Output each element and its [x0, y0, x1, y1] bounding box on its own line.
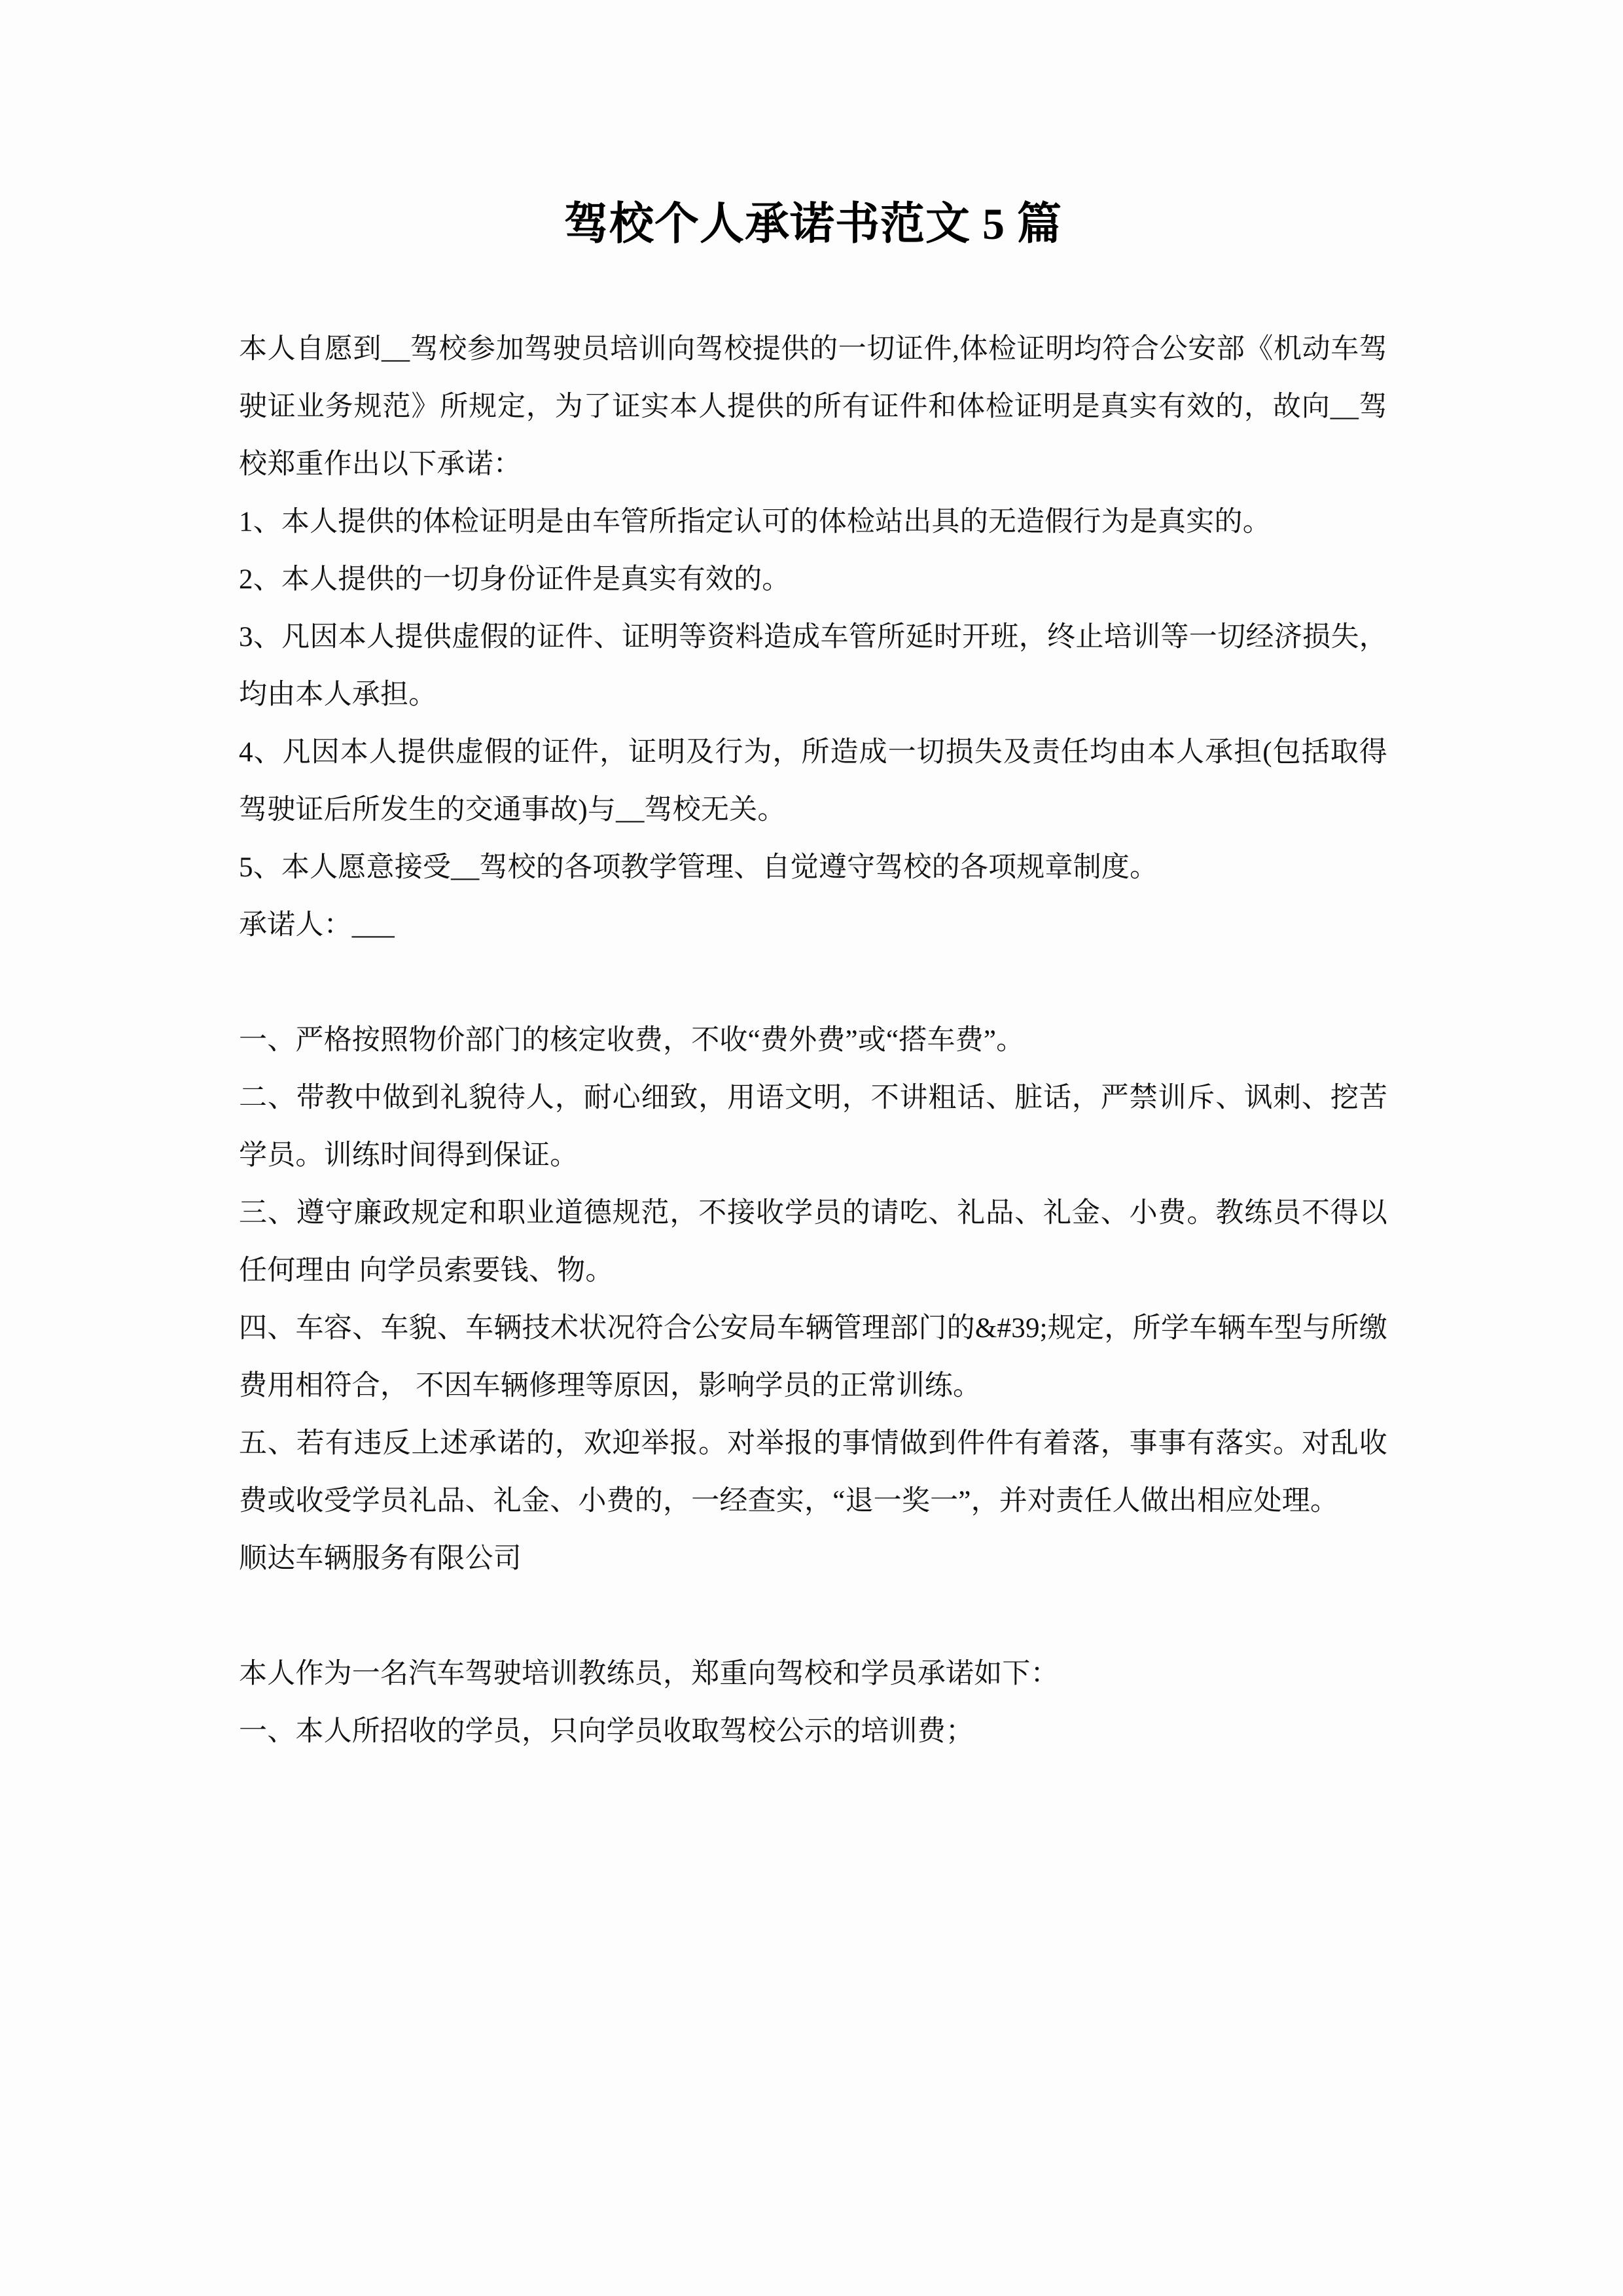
student-pledge-item-5: 5、本人愿意接受__驾校的各项教学管理、自觉遵守驾校的各项规章制度。 [239, 852, 1158, 883]
company-pledge-item-1: 一、严格按照物价部门的核定收费，不收“费外费”或“搭车费”。 [239, 1025, 1025, 1056]
company-pledge-item-2: 二、带教中做到礼貌待人，耐心细致，用语文明，不讲粗话、脏话，严禁训斥、讽刺、挖苦学员。训练时间得到保证。 [239, 1083, 1387, 1171]
company-name: 顺达车辆服务有限公司 [239, 1543, 522, 1574]
coach-pledge-intro: 本人作为一名汽车驾驶培训教练员，郑重向驾校和学员承诺如下： [239, 1659, 1059, 1689]
student-pledge-item-3: 3、凡因本人提供虚假的证件、证明等资料造成车管所延时开班，终止培训等一切经济损失，均由本人承担。 [239, 622, 1387, 710]
document-body [239, 321, 1387, 1761]
section-coach-pledge [239, 1645, 1387, 1761]
company-pledge-item-3: 三、遵守廉政规定和职业道德规范，不接收学员的请吃、礼品、礼金、小费。教练员不得以任何理由 向学员索要钱、物。 [239, 1198, 1387, 1286]
section-gap-2 [239, 1588, 1387, 1645]
company-pledge-item-5: 五、若有违反上述承诺的，欢迎举报。对举报的事情做到件件有着落，事事有落实。对乱收费或收受学员礼品、礼金、小费的，一经查实，“退一奖一”，并对责任人做出相应处理。 [239, 1428, 1387, 1516]
student-pledge-item-1: 1、本人提供的体检证明是由车管所指定认可的体检站出具的无造假行为是真实的。 [239, 507, 1271, 537]
document-content [239, 0, 1387, 1761]
coach-pledge-item-1: 一、本人所招收的学员，只向学员收取驾校公示的培训费； [239, 1716, 974, 1747]
student-pledge-intro: 本人自愿到__驾校参加驾驶员培训向驾校提供的一切证件,体检证明均符合公安部《机动车驾驶证业务规范》所规定，为了证实本人提供的所有证件和体检证明是真实有效的，故向__驾校郑重作出以下承诺： [239, 334, 1387, 480]
student-pledge-signature-line: 承诺人：___ [239, 910, 395, 941]
page-title: 驾校个人承诺书范文 5 篇 [563, 199, 1062, 249]
company-pledge-item-4: 四、车容、车貌、车辆技术状况符合公安局车辆管理部门的&#39;规定，所学车辆车型与所缴费用相符合， 不因车辆修理等原因，影响学员的正常训练。 [239, 1313, 1387, 1401]
section-student-pledge [239, 321, 1387, 954]
student-pledge-item-2: 2、本人提供的一切身份证件是真实有效的。 [239, 564, 791, 595]
student-pledge-item-4: 4、凡因本人提供虚假的证件，证明及行为，所造成一切损失及责任均由本人承担(包括取得驾驶证后所发生的交通事故)与__驾校无关。 [239, 737, 1387, 825]
section-gap-1 [239, 954, 1387, 1012]
section-company-pledge [239, 1012, 1387, 1588]
